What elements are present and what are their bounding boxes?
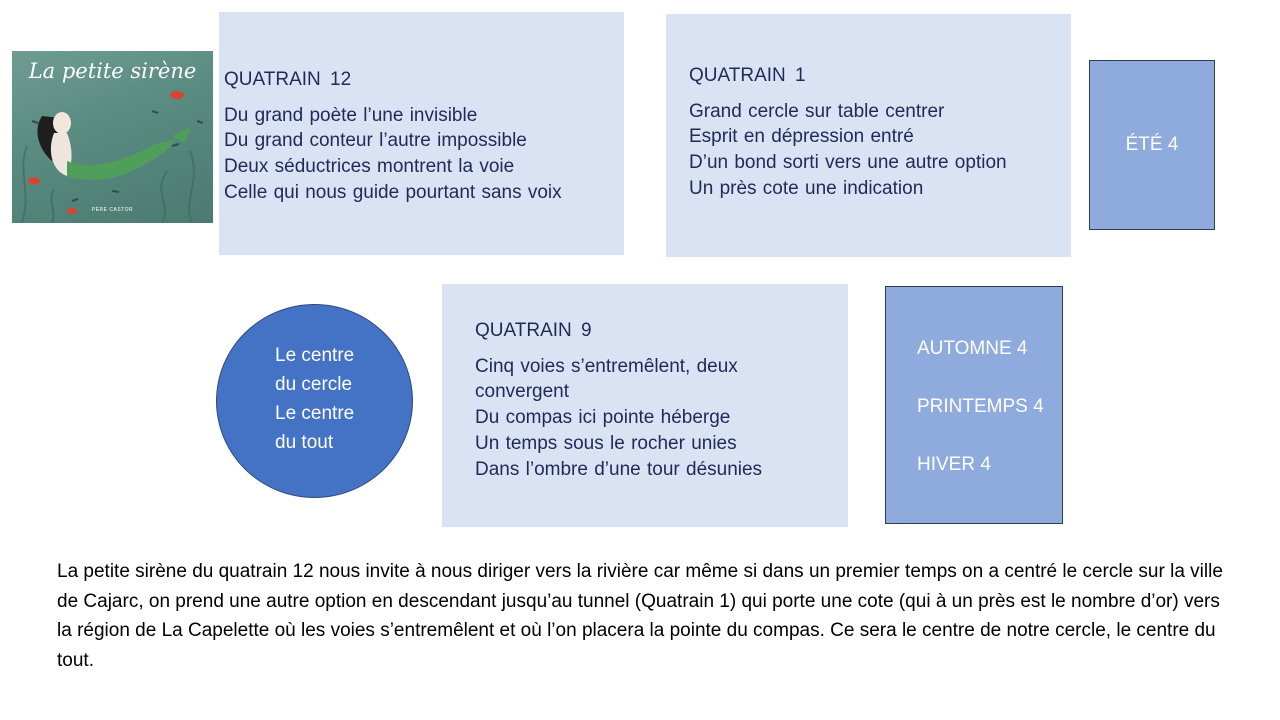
season-ete-box — [1089, 60, 1215, 230]
cover-publisher: PÈRE CASTOR — [91, 207, 134, 213]
quatrain-12-title: QUATRAIN 12 — [224, 69, 352, 90]
circle-line: du cercle — [275, 374, 353, 395]
quatrain-12-box — [219, 12, 624, 255]
quatrain-1-line: Grand cercle sur table centrer — [689, 100, 945, 122]
quatrain-1-box — [666, 14, 1071, 257]
season-ete-label: ÉTÉ 4 — [1125, 134, 1179, 155]
center-circle — [216, 304, 413, 498]
quatrain-9-line: Dans l’ombre d’une tour désunies — [475, 458, 763, 480]
season-printemps-label: PRINTEMPS 4 — [917, 396, 1044, 417]
quatrain-12-line: Du grand poète l’une invisible — [224, 104, 478, 126]
explanation-paragraph: La petite sirène du quatrain 12 nous invite à nous diriger vers la rivière car même si dans un premier temps on a centré le cercle sur la ville de Cajarc, on prend une autre option en descendant jusqu’au tunnel (Quatrain 1) qui porte une cote (qui à un près est le nombre d’or) vers la région de La Capelette où les voies s’entremêlent et où l’on placera la pointe du compas. Ce sera le centre de notre cercle, le centre du tout. — [57, 561, 1223, 671]
quatrain-12-line: Du grand conteur l’autre impossible — [224, 130, 527, 152]
quatrain-12-line: Deux séductrices montrent la voie — [224, 156, 515, 178]
season-automne-label: AUTOMNE 4 — [917, 338, 1028, 359]
quatrain-9-line: Du compas ici pointe héberge — [475, 407, 731, 429]
quatrain-9-line: convergent — [475, 381, 570, 403]
quatrain-12-line: Celle qui nous guide pourtant sans voix — [224, 181, 562, 203]
quatrain-1-title: QUATRAIN 1 — [689, 65, 806, 86]
seasons-box — [885, 286, 1063, 524]
book-cover-image — [12, 51, 213, 223]
quatrain-1-line: Un près cote une indication — [689, 177, 924, 199]
quatrain-9-box — [442, 284, 848, 527]
cover-title: La petite sirène — [28, 59, 197, 83]
quatrain-9-line: Un temps sous le rocher unies — [475, 432, 737, 454]
quatrain-9-line: Cinq voies s’entremêlent, deux — [475, 355, 738, 377]
circle-line: Le centre — [275, 403, 355, 424]
quatrain-1-line: Esprit en dépression entré — [689, 126, 914, 148]
circle-line: Le centre — [275, 345, 355, 366]
quatrain-9-title: QUATRAIN 9 — [475, 320, 592, 341]
circle-line: du tout — [275, 432, 334, 453]
quatrain-1-line: D’un bond sorti vers une autre option — [689, 152, 1007, 174]
season-hiver-label: HIVER 4 — [917, 454, 991, 475]
